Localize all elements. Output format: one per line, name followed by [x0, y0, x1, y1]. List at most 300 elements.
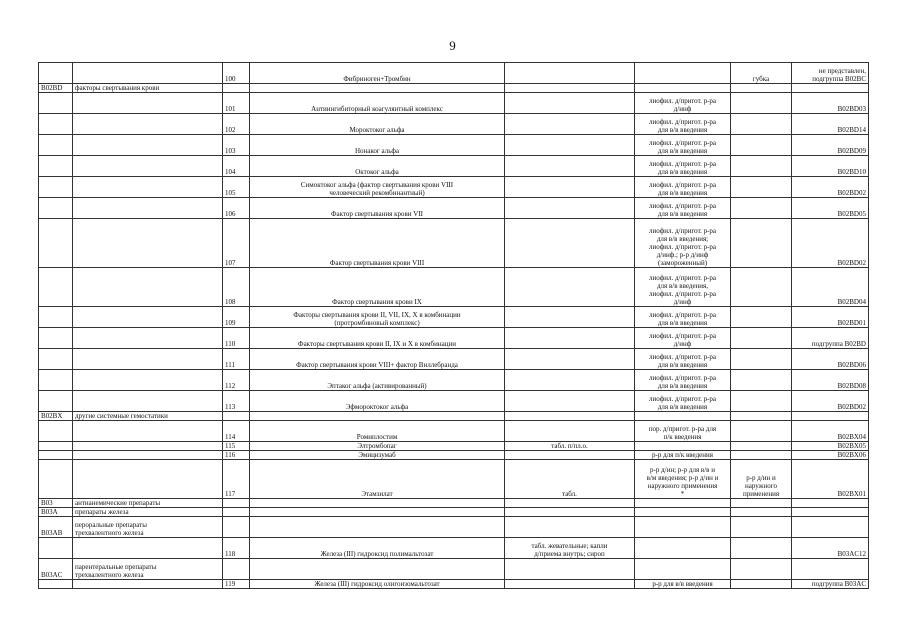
- table-row: [39, 93, 869, 114]
- atc-group-code-cell: [39, 84, 73, 93]
- drug-name-cell: [250, 412, 505, 421]
- drug-name-cell: [250, 499, 505, 508]
- atc-group-name-cell: [73, 442, 223, 451]
- oral-forms-cell: [505, 84, 635, 93]
- injection-forms-cell: [635, 370, 731, 391]
- atc-group-code: B02BX: [41, 412, 63, 420]
- injection-forms: лиофил. д/пригот. р-ра для в/в введения: [648, 118, 717, 134]
- injection-forms-cell: [635, 517, 731, 538]
- injection-forms-cell: [635, 135, 731, 156]
- drug-name: Эптаког альфа (активированный): [327, 382, 427, 390]
- oral-forms-cell: [505, 421, 635, 442]
- atc-group-name-cell: [73, 93, 223, 114]
- table-row: [39, 84, 869, 93]
- oral-forms-cell: [505, 559, 635, 580]
- other-forms-cell: [731, 177, 792, 198]
- other-forms-cell: [731, 328, 792, 349]
- atc-group-name: другие системные гемостатики: [75, 412, 168, 420]
- item-number-cell: [223, 538, 250, 559]
- atc-group-code-cell: [39, 177, 73, 198]
- other-forms-cell: [731, 135, 792, 156]
- item-number-cell: [223, 499, 250, 508]
- atc-code: B03AC12: [837, 550, 866, 558]
- item-number: 119: [225, 580, 236, 588]
- drug-name-cell: [250, 114, 505, 135]
- atc-group-name-cell: [73, 307, 223, 328]
- table-row: [39, 559, 869, 580]
- injection-forms: лиофил. д/пригот. р-ра для в/в введения: [648, 353, 717, 369]
- table-row: [39, 156, 869, 177]
- atc-code-cell: [792, 499, 869, 508]
- injection-forms-cell: [635, 538, 731, 559]
- drug-name: Железа (III) гидроксид олигоизомальтозат: [314, 580, 440, 588]
- oral-forms: табл. жевательные; капли д/приема внутрь; сироп: [531, 542, 608, 558]
- atc-code: B02BD04: [837, 298, 866, 306]
- item-number-cell: [223, 114, 250, 135]
- oral-forms: табл. п/пл.о.: [551, 442, 588, 450]
- other-forms-cell: [731, 451, 792, 460]
- atc-code: B02BD03: [837, 105, 866, 113]
- table-row: [39, 508, 869, 517]
- injection-forms: лиофил. д/пригот. р-ра для в/в введения: [648, 202, 717, 218]
- item-number: 115: [225, 442, 236, 450]
- item-number: 101: [225, 105, 236, 113]
- atc-group-code: B03AB: [41, 529, 63, 537]
- injection-forms: лиофил. д/пригот. р-ра для в/в введения; лиофил. д/пригот. р-ра д/инф.; р-р д/инф (замороженный): [648, 227, 717, 267]
- table-row: [39, 177, 869, 198]
- atc-code: B02BD02: [837, 259, 866, 267]
- injection-forms-cell: [635, 451, 731, 460]
- drug-name: Факторы свертывания крови II, VII, IX, X в комбинации (протромбиновый комплекс): [293, 311, 461, 327]
- other-forms-cell: [731, 508, 792, 517]
- injection-forms-cell: [635, 114, 731, 135]
- item-number-cell: [223, 156, 250, 177]
- injection-forms-cell: [635, 412, 731, 421]
- atc-group-name-cell: [73, 412, 223, 421]
- drug-name-cell: [250, 268, 505, 307]
- atc-group-code-cell: [39, 508, 73, 517]
- atc-group-name-cell: [73, 156, 223, 177]
- drug-name-cell: [250, 442, 505, 451]
- item-number: 118: [225, 550, 236, 558]
- drug-name: Симоктоког альфа (фактор свертывания крови VIII человеческий рекомбинантный): [300, 181, 454, 197]
- atc-group-name: пероральные препараты трехвалентного железа: [75, 521, 147, 537]
- atc-group-code: B03: [41, 499, 53, 507]
- atc-group-code-cell: [39, 349, 73, 370]
- table-row: [39, 370, 869, 391]
- drug-name-cell: [250, 198, 505, 219]
- injection-forms: лиофил. д/пригот. р-ра для в/в введения: [648, 181, 717, 197]
- item-number-cell: [223, 268, 250, 307]
- injection-forms: лиофил. д/пригот. р-ра для в/в введения, лиофил. д/пригот. р-ра д/инф: [648, 274, 717, 306]
- atc-group-name: факторы свертывания крови: [75, 84, 160, 92]
- drug-table: [38, 62, 869, 589]
- drug-name: Фибриноген+Тромбин: [343, 75, 411, 83]
- atc-group-name-cell: [73, 219, 223, 268]
- table-row: [39, 451, 869, 460]
- item-number: 102: [225, 126, 236, 134]
- atc-group-name-cell: [73, 421, 223, 442]
- item-number-cell: [223, 177, 250, 198]
- item-number-cell: [223, 442, 250, 451]
- atc-group-name-cell: [73, 508, 223, 517]
- atc-code: B02BX01: [837, 490, 866, 498]
- item-number-cell: [223, 307, 250, 328]
- oral-forms-cell: [505, 63, 635, 84]
- atc-group-code-cell: [39, 412, 73, 421]
- table-row: [39, 517, 869, 538]
- table-row: [39, 391, 869, 412]
- atc-group-code-cell: [39, 114, 73, 135]
- other-forms-cell: [731, 114, 792, 135]
- item-number: 111: [225, 361, 235, 369]
- item-number-cell: [223, 349, 250, 370]
- drug-name-cell: [250, 451, 505, 460]
- other-forms-cell: [731, 219, 792, 268]
- table-row: [39, 421, 869, 442]
- table-row: [39, 538, 869, 559]
- injection-forms-cell: [635, 84, 731, 93]
- item-number: 113: [225, 403, 236, 411]
- oral-forms-cell: [505, 135, 635, 156]
- atc-code-cell: [792, 349, 869, 370]
- other-forms-cell: [731, 268, 792, 307]
- atc-code: B02BD06: [837, 361, 866, 369]
- drug-name-cell: [250, 517, 505, 538]
- oral-forms-cell: [505, 442, 635, 451]
- atc-group-name-cell: [73, 460, 223, 499]
- item-number-cell: [223, 421, 250, 442]
- atc-code-cell: [792, 307, 869, 328]
- drug-name: Мороктоког альфа: [349, 126, 405, 134]
- injection-forms: лиофил. д/пригот. р-ра для в/в введения: [648, 311, 717, 327]
- atc-code: не представлен, подгруппа B02BC: [812, 67, 866, 83]
- oral-forms-cell: [505, 517, 635, 538]
- item-number-cell: [223, 517, 250, 538]
- atc-group-name-cell: [73, 559, 223, 580]
- table-row: [39, 198, 869, 219]
- atc-group-code-cell: [39, 517, 73, 538]
- other-forms-cell: [731, 538, 792, 559]
- injection-forms: лиофил. д/пригот. р-ра д/инф: [648, 332, 717, 348]
- other-forms-cell: [731, 156, 792, 177]
- table-row: [39, 307, 869, 328]
- atc-code-cell: [792, 391, 869, 412]
- atc-group-name-cell: [73, 370, 223, 391]
- item-number-cell: [223, 508, 250, 517]
- injection-forms-cell: [635, 93, 731, 114]
- oral-forms-cell: [505, 499, 635, 508]
- item-number-cell: [223, 412, 250, 421]
- drug-name-cell: [250, 93, 505, 114]
- atc-group-name-cell: [73, 84, 223, 93]
- injection-forms-cell: [635, 307, 731, 328]
- drug-name-cell: [250, 391, 505, 412]
- atc-code-cell: [792, 156, 869, 177]
- oral-forms-cell: [505, 93, 635, 114]
- drug-name: Этамзилат: [361, 490, 393, 498]
- atc-code-cell: [792, 517, 869, 538]
- atc-group-name-cell: [73, 268, 223, 307]
- atc-code-cell: [792, 580, 869, 589]
- drug-name: Элтромбопаг: [357, 442, 397, 450]
- oral-forms-cell: [505, 349, 635, 370]
- drug-name: Фактор свертывания крови VIII+ фактор Виллебранда: [296, 361, 458, 369]
- injection-forms: р-р для п/к введения: [652, 451, 713, 459]
- drug-name: Антиингибиторный коагулянтный комплекс: [311, 105, 443, 113]
- oral-forms-cell: [505, 508, 635, 517]
- atc-group-code-cell: [39, 307, 73, 328]
- drug-name-cell: [250, 63, 505, 84]
- atc-group-code-cell: [39, 559, 73, 580]
- atc-code: B02BD02: [837, 403, 866, 411]
- atc-code-cell: [792, 442, 869, 451]
- atc-group-code: B03A: [41, 508, 58, 516]
- table-row: [39, 268, 869, 307]
- drug-name: Факторы свертывания крови II, IX и X в комбинации: [298, 340, 456, 348]
- other-forms-cell: [731, 421, 792, 442]
- item-number: 108: [225, 298, 236, 306]
- atc-code: B02BD02: [837, 189, 866, 197]
- atc-code-cell: [792, 559, 869, 580]
- atc-group-name-cell: [73, 349, 223, 370]
- atc-code-cell: [792, 412, 869, 421]
- atc-group-name-cell: [73, 63, 223, 84]
- atc-group-code-cell: [39, 219, 73, 268]
- drug-name-cell: [250, 84, 505, 93]
- injection-forms: пор. д/пригот. р-ра для п/к введения: [648, 425, 717, 441]
- atc-code-cell: [792, 84, 869, 93]
- injection-forms-cell: [635, 391, 731, 412]
- atc-code-cell: [792, 114, 869, 135]
- injection-forms: лиофил. д/пригот. р-ра для в/в введения: [648, 395, 717, 411]
- injection-forms-cell: [635, 268, 731, 307]
- other-forms-cell: [731, 499, 792, 508]
- atc-group-code-cell: [39, 63, 73, 84]
- injection-forms-cell: [635, 156, 731, 177]
- atc-code-cell: [792, 451, 869, 460]
- atc-group-code-cell: [39, 580, 73, 589]
- drug-name-cell: [250, 156, 505, 177]
- oral-forms-cell: [505, 219, 635, 268]
- table-row: [39, 63, 869, 84]
- other-forms-cell: [731, 460, 792, 499]
- other-forms-cell: [731, 63, 792, 84]
- injection-forms-cell: [635, 349, 731, 370]
- table-row: [39, 460, 869, 499]
- table-row: [39, 580, 869, 589]
- atc-code-cell: [792, 63, 869, 84]
- atc-group-code-cell: [39, 538, 73, 559]
- drug-name: Октоког альфа: [355, 168, 399, 176]
- atc-group-code-cell: [39, 198, 73, 219]
- drug-name-cell: [250, 219, 505, 268]
- atc-group-code-cell: [39, 370, 73, 391]
- oral-forms-cell: [505, 156, 635, 177]
- drug-name: Нонаког альфа: [354, 147, 400, 155]
- injection-forms-cell: [635, 499, 731, 508]
- atc-code-cell: [792, 538, 869, 559]
- atc-group-code: B02BD: [41, 84, 63, 92]
- table-row: [39, 219, 869, 268]
- atc-code-cell: [792, 370, 869, 391]
- injection-forms-cell: [635, 421, 731, 442]
- item-number-cell: [223, 328, 250, 349]
- item-number: 116: [225, 451, 236, 459]
- injection-forms-cell: [635, 328, 731, 349]
- oral-forms-cell: [505, 451, 635, 460]
- item-number-cell: [223, 135, 250, 156]
- table-row: [39, 349, 869, 370]
- item-number-cell: [223, 580, 250, 589]
- atc-code: B02BD10: [837, 168, 866, 176]
- drug-name: Фактор свертывания крови VII: [330, 210, 423, 218]
- atc-code-cell: [792, 328, 869, 349]
- atc-group-code-cell: [39, 328, 73, 349]
- atc-group-name-cell: [73, 517, 223, 538]
- other-forms-cell: [731, 349, 792, 370]
- atc-code-cell: [792, 508, 869, 517]
- item-number-cell: [223, 84, 250, 93]
- table-row: [39, 328, 869, 349]
- injection-forms: р-р для в/в введения: [652, 580, 713, 588]
- oral-forms-cell: [505, 391, 635, 412]
- atc-code-cell: [792, 421, 869, 442]
- item-number: 104: [225, 168, 236, 176]
- atc-group-name: антианемические препараты: [75, 499, 161, 507]
- atc-code: B02BD09: [837, 147, 866, 155]
- atc-group-name-cell: [73, 580, 223, 589]
- drug-name-cell: [250, 460, 505, 499]
- atc-group-code-cell: [39, 135, 73, 156]
- item-number-cell: [223, 63, 250, 84]
- oral-forms-cell: [505, 538, 635, 559]
- atc-code: B02BD14: [837, 126, 866, 134]
- atc-group-code-cell: [39, 421, 73, 442]
- atc-group-name-cell: [73, 135, 223, 156]
- atc-group-code-cell: [39, 460, 73, 499]
- atc-code: B02BX04: [837, 433, 866, 441]
- atc-group-code-cell: [39, 391, 73, 412]
- drug-name: Железа (III) гидроксид полимальтозат: [320, 550, 434, 558]
- table-row: [39, 114, 869, 135]
- injection-forms-cell: [635, 198, 731, 219]
- injection-forms: лиофил. д/пригот. р-ра для в/в введения: [648, 374, 717, 390]
- item-number: 103: [225, 147, 236, 155]
- drug-name-cell: [250, 177, 505, 198]
- atc-group-name-cell: [73, 198, 223, 219]
- item-number: 107: [225, 259, 236, 267]
- atc-code: подгруппа B03AC: [811, 580, 866, 588]
- other-forms-cell: [731, 391, 792, 412]
- atc-code: B02BD08: [837, 382, 866, 390]
- drug-name: Эмицизумаб: [358, 451, 396, 459]
- injection-forms-cell: [635, 442, 731, 451]
- injection-forms: лиофил. д/пригот. р-ра д/инф: [648, 97, 717, 113]
- other-forms-cell: [731, 580, 792, 589]
- atc-group-code-cell: [39, 451, 73, 460]
- atc-group-code-cell: [39, 93, 73, 114]
- item-number: 100: [225, 75, 236, 83]
- atc-code-cell: [792, 135, 869, 156]
- drug-name-cell: [250, 580, 505, 589]
- atc-code: B02BX05: [837, 442, 866, 450]
- item-number: 110: [225, 340, 236, 348]
- atc-code-cell: [792, 177, 869, 198]
- oral-forms-cell: [505, 370, 635, 391]
- atc-group-name-cell: [73, 177, 223, 198]
- atc-code-cell: [792, 93, 869, 114]
- atc-group-name: препараты железа: [75, 508, 129, 516]
- atc-code: подгруппа B02BD: [811, 340, 866, 348]
- oral-forms-cell: [505, 580, 635, 589]
- atc-code: B02BX06: [837, 451, 866, 459]
- injection-forms-cell: [635, 508, 731, 517]
- atc-group-code-cell: [39, 156, 73, 177]
- oral-forms-cell: [505, 460, 635, 499]
- atc-group-name-cell: [73, 538, 223, 559]
- item-number: 117: [225, 490, 236, 498]
- atc-group-name-cell: [73, 391, 223, 412]
- atc-code-cell: [792, 460, 869, 499]
- other-forms-cell: [731, 84, 792, 93]
- atc-group-name-cell: [73, 328, 223, 349]
- injection-forms-cell: [635, 580, 731, 589]
- item-number-cell: [223, 93, 250, 114]
- atc-group-name: парентеральные препараты трехвалентного железа: [75, 563, 157, 579]
- atc-group-code: B03AC: [41, 571, 63, 579]
- drug-name-cell: [250, 328, 505, 349]
- other-forms: р-р д/ин и наружного применения: [742, 474, 780, 498]
- item-number-cell: [223, 370, 250, 391]
- drug-name: Фактор свертывания крови VIII: [329, 259, 425, 267]
- drug-name: Фактор свертывания крови IX: [332, 298, 422, 306]
- atc-code-cell: [792, 198, 869, 219]
- other-forms-cell: [731, 442, 792, 451]
- other-forms-cell: [731, 559, 792, 580]
- injection-forms-cell: [635, 559, 731, 580]
- item-number: 114: [225, 433, 236, 441]
- atc-code-cell: [792, 219, 869, 268]
- item-number: 106: [225, 210, 236, 218]
- drug-name: Эфмороктоког альфа: [345, 403, 409, 411]
- item-number-cell: [223, 219, 250, 268]
- item-number-cell: [223, 451, 250, 460]
- item-number: 105: [225, 189, 236, 197]
- atc-group-code-cell: [39, 268, 73, 307]
- item-number-cell: [223, 391, 250, 412]
- other-forms-cell: [731, 93, 792, 114]
- drug-name-cell: [250, 370, 505, 391]
- oral-forms: табл.: [562, 490, 577, 498]
- table-row: [39, 499, 869, 508]
- drug-name-cell: [250, 307, 505, 328]
- drug-name-cell: [250, 559, 505, 580]
- injection-forms-cell: [635, 63, 731, 84]
- oral-forms-cell: [505, 328, 635, 349]
- injection-forms: р-р д/ин; р-р для в/в и в/м введения; р-р д/ин и наружного применения *: [646, 466, 719, 498]
- injection-forms: лиофил. д/пригот. р-ра для в/в введения: [648, 139, 717, 155]
- item-number: 109: [225, 319, 236, 327]
- drug-name-cell: [250, 349, 505, 370]
- atc-group-code-cell: [39, 499, 73, 508]
- other-forms-cell: [731, 198, 792, 219]
- injection-forms-cell: [635, 219, 731, 268]
- atc-code: B02BD05: [837, 210, 866, 218]
- atc-group-code-cell: [39, 442, 73, 451]
- drug-name-cell: [250, 508, 505, 517]
- other-forms: губка: [752, 75, 770, 83]
